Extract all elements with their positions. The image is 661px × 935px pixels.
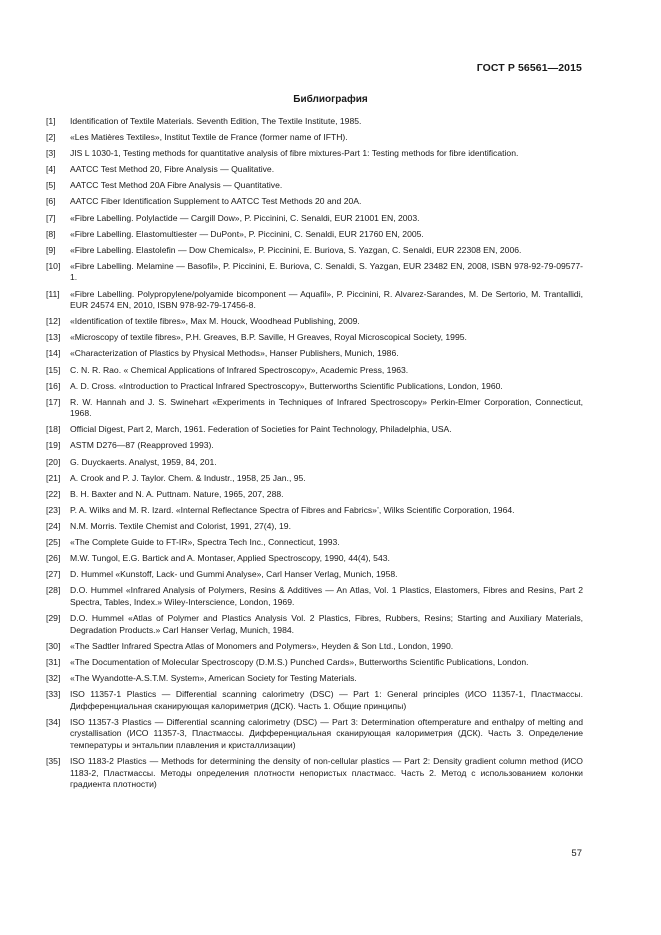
reference-text: «The Wyandotte-A.S.T.M. System», American Society for Testing Materials. [70,672,357,683]
reference-text: N.M. Morris. Textile Chemist and Colorist, 1991, 27(4), 19. [70,520,291,531]
reference-text: D.O. Hummel «Infrared Analysis of Polymers, Resins & Additives — An Atlas, Vol. 1 Plastics, Elastomers, Fibres and Resins, Part 2 Spectra, Tables, Index.» Wiley-Interscience, London, 1969. [70,585,583,607]
reference-number: [17] [46,396,61,407]
reference-number: [24] [46,520,61,531]
reference-text: D. Hummel «Kunstoff, Lack- und Gummi Analyse», Carl Hanser Verlag, Munich, 1958. [70,569,398,580]
reference-text: AATCC Test Method 20, Fibre Analysis — Qualitative. [70,164,275,175]
reference-text: G. Duyckaerts. Analyst, 1959, 84, 201. [70,456,217,467]
reference-text: «Microscopy of textile fibres», P.H. Greaves, B.P. Saville, H Greaves, Royal Microscopical Society, 1995. [70,332,467,343]
reference-text: Identification of Textile Materials. Seventh Edition, The Textile Institute, 1985. [70,116,362,126]
reference-text: «The Sadtler Infrared Spectra Atlas of Monomers and Polymers», Heyden & Son Ltd., London, 1990. [70,640,454,651]
reference-number: [27] [46,569,61,580]
reference-number: [8] [46,228,56,239]
reference-number: [35] [46,755,61,766]
reference-text: AATCC Fiber Identification Supplement to AATCC Test Methods 20 and 20A. [70,196,362,207]
reference-item [46,261,583,284]
reference-text: «Fibre Labelling. Elastolefin — Dow Chemicals», P. Piccinini, E. Buriova, S. Yazgan, C. Senaldi, EUR 22308 EN, 2006. [70,244,522,255]
reference-item [46,521,583,533]
reference-item [46,164,583,176]
reference-item [46,424,583,436]
reference-item [46,332,583,344]
reference-item [46,657,583,669]
reference-number: [31] [46,656,61,667]
reference-number: [13] [46,332,61,343]
reference-text: R. W. Hannah and J. S. Swinehart «Experiments in Techniques of Infrared Spectroscopy» Perkin-Elmer Corporation, Connecticut, 1968. [70,396,583,419]
reference-number: [11] [46,288,60,299]
bibliography-list [46,116,583,795]
reference-text: C. N. R. Rao. « Chemical Applications of Infrared Spectroscopy», Academic Press, 1963. [70,364,409,375]
reference-text: «Fibre Labelling. Polypropylene/polyamide bicomponent — Aquafil», P. Piccinini, R. Alvarez-Sarandes, M. De Sertorio, M. Trantallidi, EUR 24574 EN, 2010, ISBN 978-92-79-17456-8. [70,288,583,311]
reference-text: «Identification of textile fibres», Max M. Houck, Woodhead Publishing, 2009. [70,316,360,327]
reference-number: [19] [46,440,61,451]
reference-number: [4] [46,164,56,175]
reference-item [46,756,583,791]
reference-item [46,289,583,312]
reference-item [46,440,583,452]
reference-text: Official Digest, Part 2, March, 1961. Federation of Societies for Paint Technology, Philadelphia, USA. [70,424,452,435]
reference-item [46,489,583,501]
reference-text: «Les Matières Textiles», Institut Textile de France (former name of IFTH). [70,132,348,143]
reference-number: [26] [46,553,61,564]
reference-number: [32] [46,672,61,683]
reference-item [46,553,583,565]
reference-text: «Fibre Labelling. Melamine — Basofil», P. Piccinini, E. Buriova, C. Senaldi, S. Yazgan, EUR 23482 EN, 2008, ISBN 978-92-79-09577-1. [70,260,583,283]
reference-number: [16] [46,380,61,391]
reference-item [46,397,583,420]
reference-number: [28] [46,585,61,596]
reference-text: AATCC Test Method 20A Fibre Analysis — Quantitative. [70,180,283,191]
reference-text: ISO 11357-3 Plastics — Differential scanning calorimetry (DSC) — Part 3: Determination oftemperature and enthalpy of melting and crystallisation (ИСО 11357-3, Пластмассы. Дифференциальная сканирующая калориметрия (ДСК). Часть 3. Определение температуры и энтальпии плавления и кристаллизации) [70,716,583,750]
reference-number: [21] [46,472,61,483]
reference-text: «Characterization of Plastics by Physical Methods», Hanser Publishers, Munich, 1986. [70,348,399,359]
reference-number: [12] [46,316,61,327]
reference-item [46,316,583,328]
reference-number: [33] [46,688,61,699]
reference-text: D.O. Hummel «Atlas of Polymer and Plastics Analysis Vol. 2 Plastics, Fibres, Rubbers, Resins; Starting and Auxiliary Materials, Degradation Products.» Carl Hanser Verlag, Munich, 1984. [70,613,583,635]
reference-item [46,348,583,360]
reference-number: [14] [46,348,61,359]
reference-number: [20] [46,456,61,467]
reference-number: [34] [46,716,61,727]
reference-item [46,381,583,393]
reference-item [46,180,583,192]
reference-number: [18] [46,424,61,435]
reference-item [46,689,583,712]
reference-text: ASTM D276—87 (Reapproved 1993). [70,440,214,451]
reference-item [46,641,583,653]
reference-number: [23] [46,504,61,515]
reference-text: ISO 1183-2 Plastics — Methods for determining the density of non-cellular plastics — Part 2: Density gradient column method (ИСО 1183-2, Пластмассы. Методы определения плотности непористых пластмасс. Часть 2. Метод с использованием колонки градиента плотности) [70,755,583,790]
reference-number: [29] [46,613,61,623]
reference-number: [6] [46,196,56,207]
reference-item [46,132,583,144]
reference-text: «The Documentation of Molecular Spectroscopy (D.M.S.) Punched Cards», Butterworths Scientific Publications, London. [70,656,529,667]
reference-item [46,717,583,752]
reference-text: ISO 11357-1 Plastics — Differential scanning calorimetry (DSC) — Part 1: General principles (ИСО 11357-1, Пластмассы. Дифференциальная сканирующая калориметрия (ДСК). Часть 1. Общие принципы) [70,688,583,711]
reference-item [46,245,583,257]
page-title: Библиография [293,94,368,105]
reference-number: [25] [46,537,61,548]
reference-item [46,505,583,517]
reference-item [46,457,583,469]
reference-text: P. A. Wilks and M. R. Izard. «Internal Reflectance Spectra of Fibres and Fabrics»’, Wilks Scientific Corporation, 1964. [70,504,515,515]
reference-item [46,365,583,377]
reference-text: «The Complete Guide to FT-IR», Spectra Tech Inc., Connecticut, 1993. [70,537,340,548]
reference-text: A. Crook and P. J. Taylor. Chem. & Industr., 1958, 25 Jan., 95. [70,472,306,483]
reference-text: «Fibre Labelling. Elastomultiester — DuPont», P. Piccinini, C. Senaldi, EUR 21760 EN, 2005. [70,228,424,239]
reference-number: [10] [46,260,61,271]
reference-item [46,116,583,128]
reference-item [46,673,583,685]
reference-item [46,213,583,225]
reference-number: [22] [46,488,61,499]
reference-item [46,148,583,160]
reference-text: A. D. Cross. «Introduction to Practical Infrared Spectroscopy», Butterworths Scientific Publications, London, 1960. [70,380,503,391]
standard-code: ГОСТ Р 56561—2015 [476,62,582,74]
reference-item [46,196,583,208]
reference-text: «Fibre Labelling. Polylactide — Cargill Dow», P. Piccinini, C. Senaldi, EUR 21001 EN, 2003. [70,212,420,223]
reference-item [46,229,583,241]
reference-item [46,569,583,581]
reference-number: [2] [46,132,56,143]
page-number: 57 [571,848,582,859]
reference-number: [5] [46,180,56,191]
reference-number: [15] [46,364,61,375]
reference-number: [7] [46,212,56,223]
reference-item [46,473,583,485]
reference-number: [30] [46,640,61,651]
reference-number: [3] [46,148,56,159]
reference-number: [9] [46,244,56,255]
reference-item [46,613,583,636]
reference-text: M.W. Tungol, E.G. Bartick and A. Montaser, Applied Spectroscopy, 1990, 44(4), 543. [70,553,390,564]
reference-text: B. H. Baxter and N. A. Puttnam. Nature, 1965, 207, 288. [70,488,284,499]
reference-item [46,585,583,608]
reference-number: [1] [46,116,56,126]
reference-text: JIS L 1030-1, Testing methods for quantitative analysis of fibre mixtures-Part 1: Testing methods for fibre identification. [70,148,519,159]
reference-item [46,537,583,549]
